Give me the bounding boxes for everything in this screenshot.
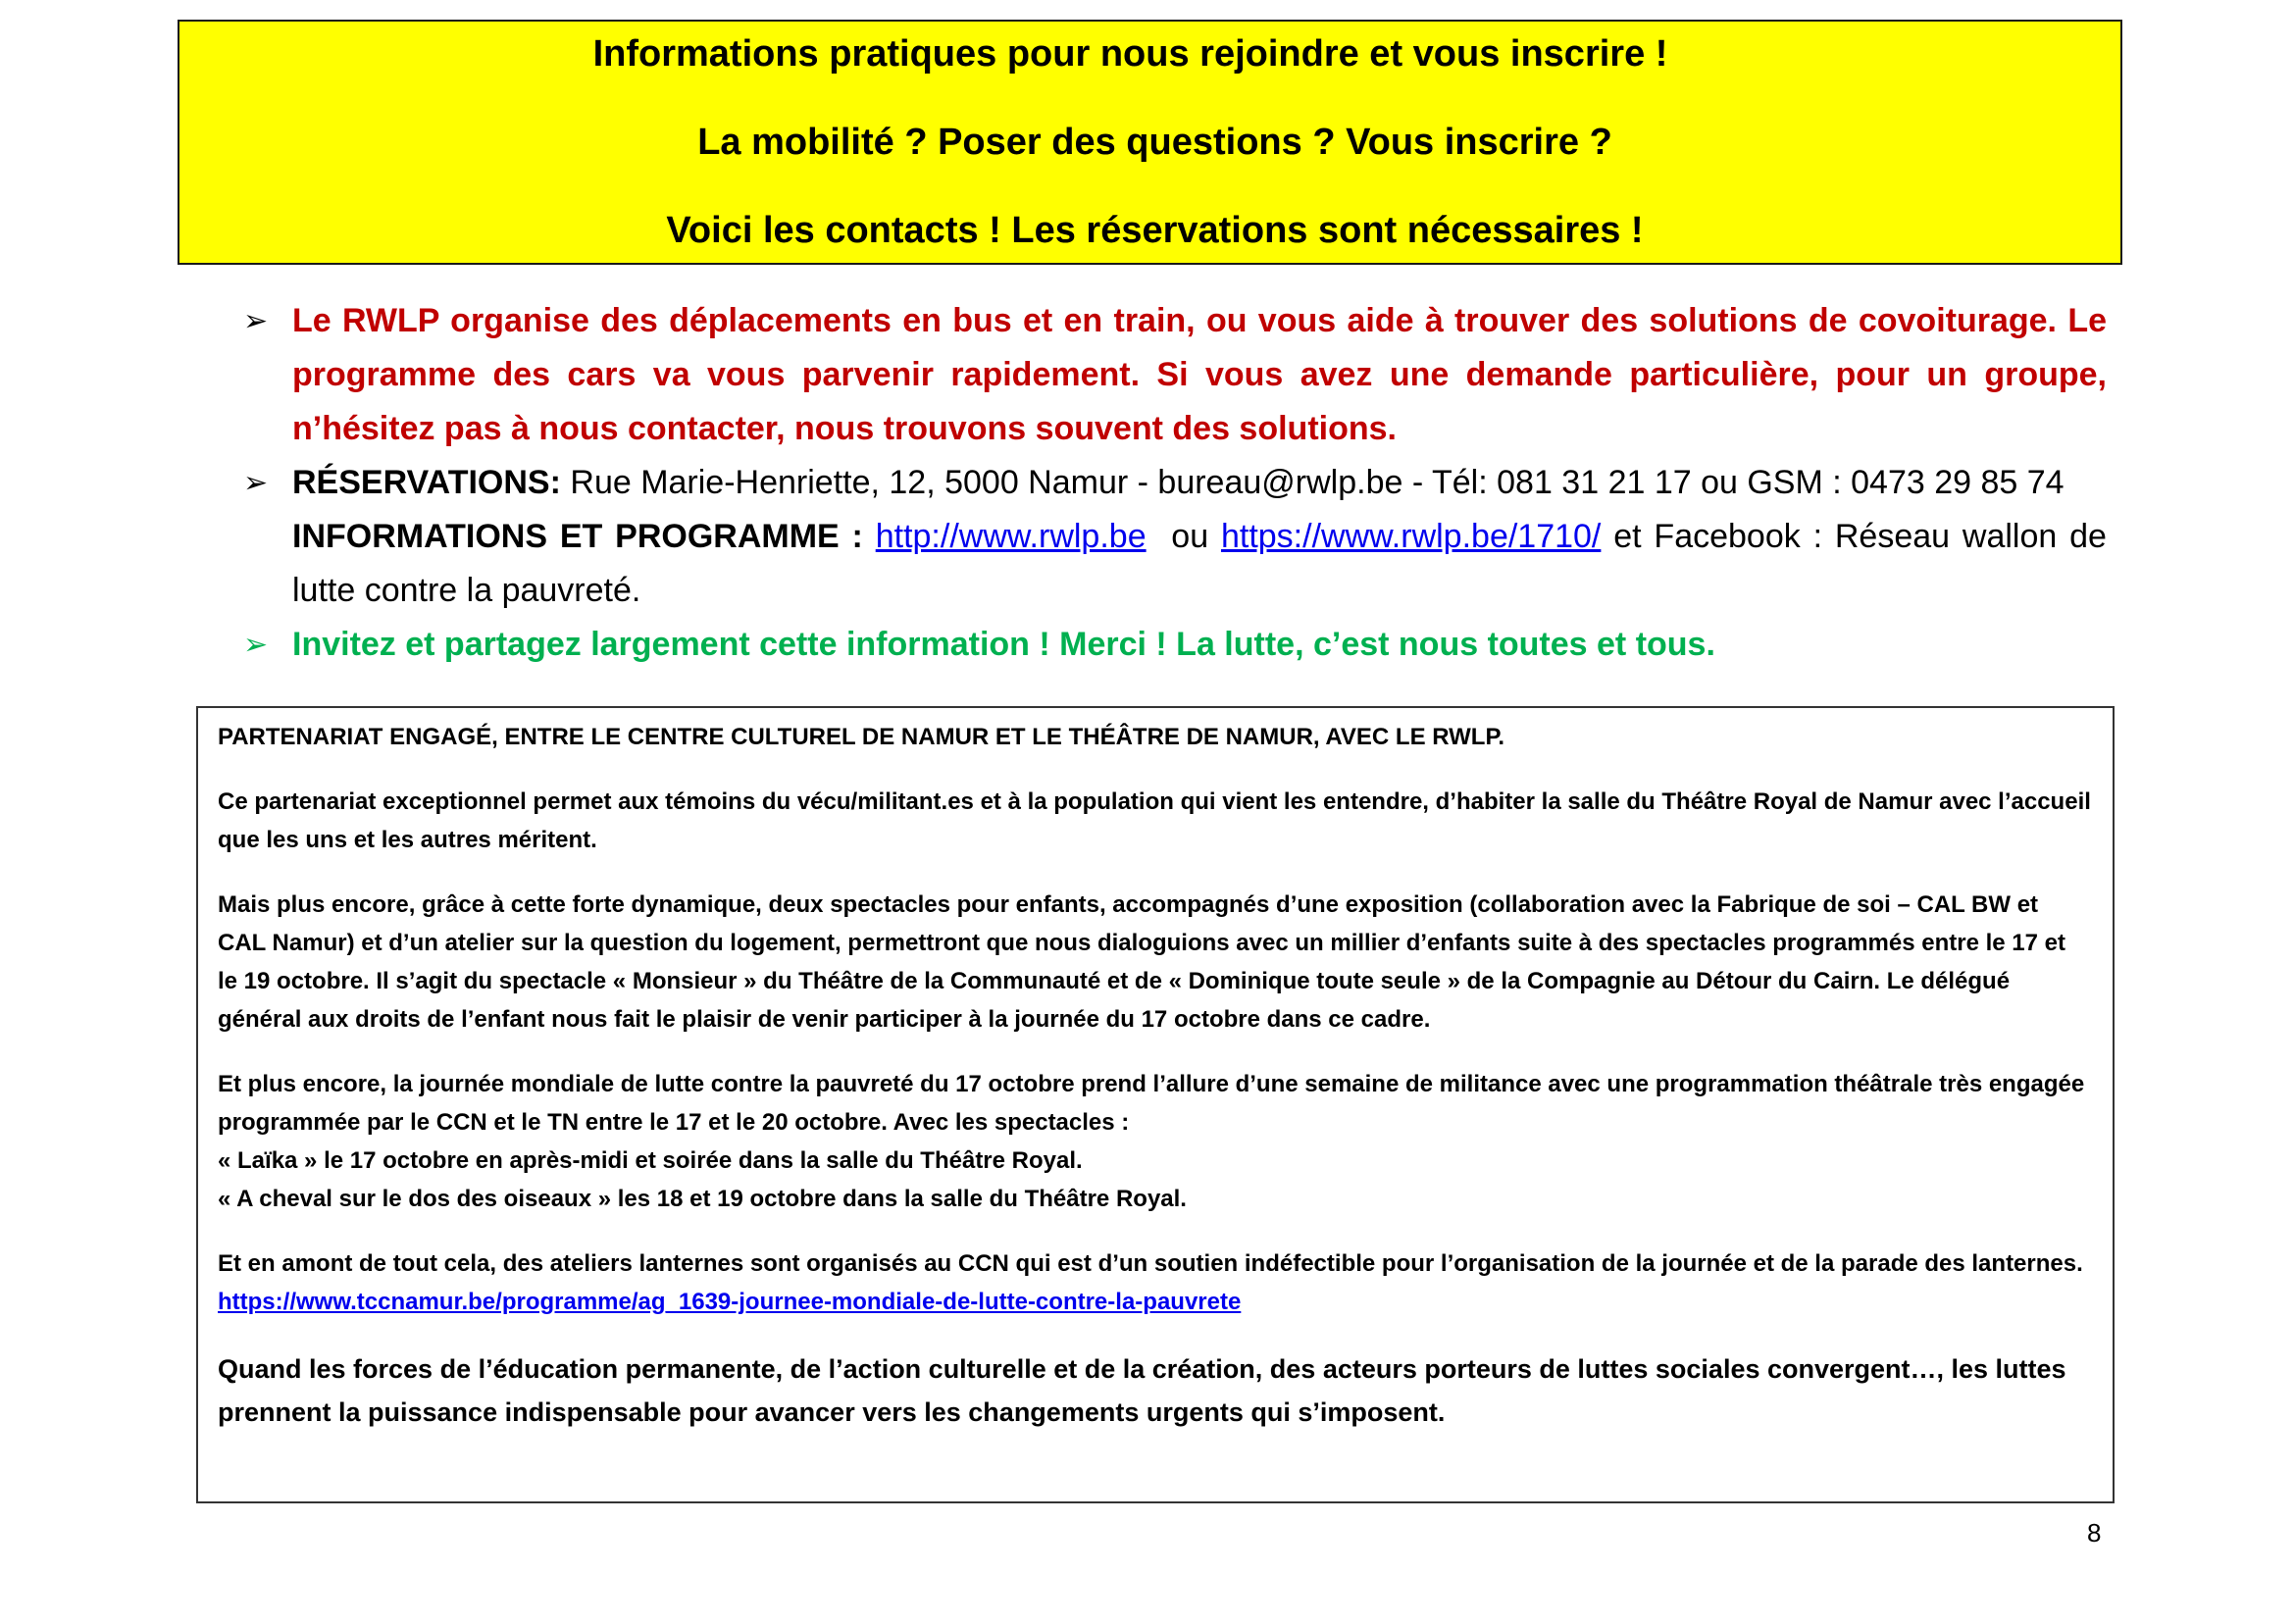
reservations-label: RÉSERVATIONS:: [292, 464, 561, 501]
partnership-para-5: Quand les forces de l’éducation permanente, de l’action culturelle et de la création, des acteurs porteurs de luttes sociales convergent…, les luttes prennent la puissance indispensable pour avancer vers les changements urgents qui s’imposent.: [218, 1354, 2066, 1427]
partnership-box: [196, 706, 2115, 1503]
arrow-bullet-icon: ➢: [243, 467, 269, 499]
between-links-text: ou: [1171, 518, 1209, 555]
bullet-contacts: [243, 456, 2107, 618]
transport-text: Le RWLP organise des déplacements en bus et en train, ou vous aide à trouver des solutions de covoiturage. Le programme des cars va vous parvenir rapidement. Si vous avez une demande particulière, pour un groupe, n’hésitez pas à nous contacter, nous trouvons souvent des solutions.: [292, 302, 2107, 447]
header-info-box: [178, 20, 2122, 265]
arrow-bullet-icon: ➢: [243, 305, 269, 337]
partnership-para-1: Ce partenariat exceptionnel permet aux témoins du vécu/militant.es et à la population qui vient les entendre, d’habiter la salle du Théâtre Royal de Namur avec l’accueil que les uns et les autres méritent.: [218, 788, 2091, 853]
info-label: INFORMATIONS ET PROGRAMME :: [292, 518, 863, 555]
para-3-laika: « Laïka » le 17 octobre en après-midi et soirée dans la salle du Théâtre Royal.: [218, 1147, 1083, 1174]
partnership-para-2: Mais plus encore, grâce à cette forte dynamique, deux spectacles pour enfants, accompagnés d’une exposition (collaboration avec la Fabrique de soi – CAL BW et CAL Namur) et d’un atelier sur la question du logement, permettront que nous dialoguions avec un millier d’enfants suite à des spectacles programmés entre le 17 et le 19 octobre. Il s’agit du spectacle « Monsieur » du Théâtre de la Communauté et de « Dominique toute seule » de la Compagnie au Détour du Cairn. Le délégué général aux droits de l’enfant nous fait le plaisir de venir participer à la journée du 17 octobre dans ce cadre.: [218, 891, 2065, 1033]
bullet-share: [243, 618, 2107, 672]
page-number: 8: [2087, 1518, 2102, 1548]
arrow-bullet-icon: ➢: [243, 629, 269, 661]
rwlp-link[interactable]: http://www.rwlp.be: [875, 518, 1147, 555]
reservations-text: Rue Marie-Henriette, 12, 5000 Namur - bureau@rwlp.be - Tél: 081 31 21 17 ou GSM : 0473 29 85 74: [560, 464, 2065, 501]
partnership-para-3: [218, 1065, 2091, 1218]
para-4-text: Et en amont de tout cela, des ateliers lanternes sont organisés au CCN qui est d’un soutien indéfectible pour l’organisation de la journée et de la parade des lanternes.: [218, 1250, 2083, 1277]
header-line-1: Informations pratiques pour nous rejoindre et vous inscrire !: [592, 33, 1668, 75]
header-line-2: La mobilité ? Poser des questions ? Vous inscrire ?: [697, 122, 1612, 163]
partnership-para-4: [218, 1244, 2091, 1321]
para-3-cheval: « A cheval sur le dos des oiseaux » les 18 et 19 octobre dans la salle du Théâtre Royal.: [218, 1186, 1187, 1212]
share-text: Invitez et partagez largement cette information ! Merci ! La lutte, c’est nous toutes et tous.: [292, 626, 1715, 663]
bullet-list: [243, 294, 2107, 672]
para-3-intro: Et plus encore, la journée mondiale de lutte contre la pauvreté du 17 octobre prend l’allure d’une semaine de militance avec une programmation théâtrale très engagée programmée par le CCN et le TN entre le 17 et le 20 octobre. Avec les spectacles :: [218, 1071, 2085, 1136]
facebook-text: et Facebook : Réseau wallon de lutte contre la pauvreté.: [292, 518, 2107, 609]
tccnamur-link[interactable]: https://www.tccnamur.be/programme/ag_1639-journee-mondiale-de-lutte-contre-la-pauvrete: [218, 1289, 1242, 1315]
partnership-title: PARTENARIAT ENGAGÉ, ENTRE LE CENTRE CULTUREL DE NAMUR ET LE THÉÂTRE DE NAMUR, AVEC LE RWLP.: [218, 724, 1505, 750]
rwlp-1710-link[interactable]: https://www.rwlp.be/1710/: [1220, 518, 1602, 555]
header-line-3: Voici les contacts ! Les réservations sont nécessaires !: [666, 210, 1644, 251]
bullet-transport: [243, 294, 2107, 456]
